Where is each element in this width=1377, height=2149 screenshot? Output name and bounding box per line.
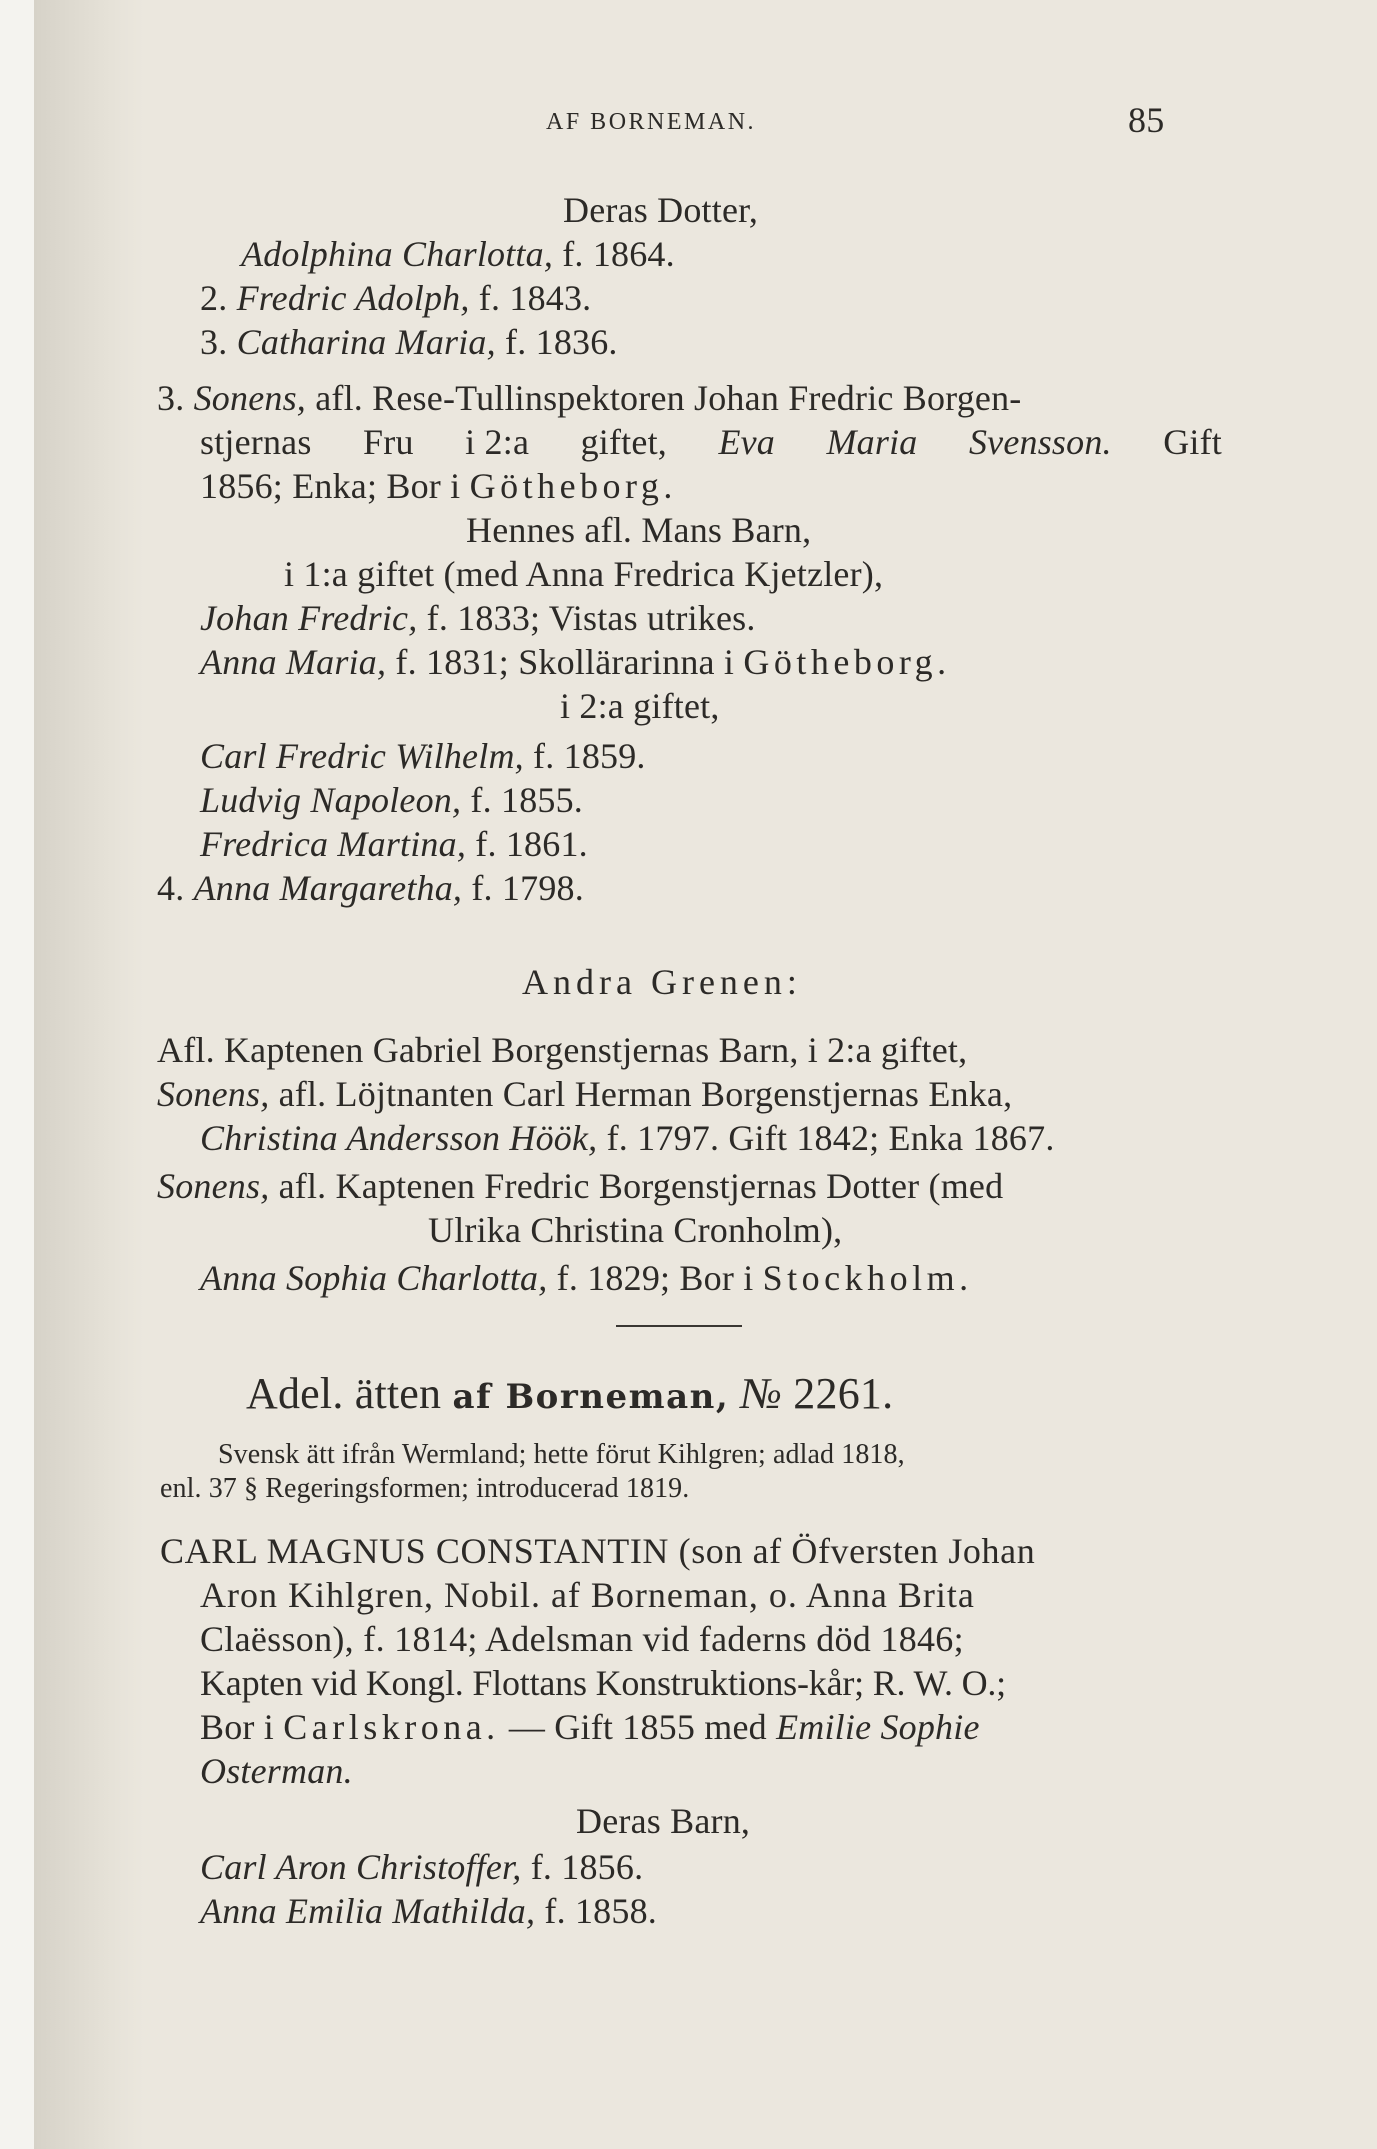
birth-year: f. 1861. [475, 824, 588, 864]
person-name: Anna Sophia Charlotta, [200, 1258, 548, 1298]
person-name: Carl Aron Christoffer, [200, 1847, 522, 1887]
text-line [200, 1845, 643, 1889]
line-text: 1856; Enka; Bor i [200, 466, 461, 506]
birth-year: f. 1864. [562, 234, 675, 274]
list-number: 3. [157, 378, 185, 418]
word: stjernas [200, 422, 312, 462]
person-name: Ludvig Napoleon, [200, 780, 462, 820]
text-line: Afl. Kaptenen Gabriel Borgenstjernas Barn, i 2:a giftet, [157, 1030, 968, 1070]
family-name: af Borneman, [452, 1377, 730, 1417]
person-name: Anna Emilia Mathilda, [200, 1891, 536, 1931]
family-number: 2261. [793, 1369, 894, 1418]
text-line [200, 1256, 973, 1300]
birth-year: f. 1856. [530, 1847, 644, 1887]
place-name: Stockholm. [762, 1258, 973, 1298]
person-name: Anna Margaretha, [193, 868, 463, 908]
text-line: i 2:a giftet, [560, 686, 720, 726]
text-line [157, 1164, 1003, 1208]
person-name: Catharina Maria, [236, 322, 496, 362]
person-name: Johan Fredric, [200, 598, 418, 638]
text-line [200, 464, 677, 508]
person-name: Carl Fredric Wilhelm, [200, 736, 524, 776]
line-text: afl. Kaptenen Fredric Borgenstjernas Dotter (med [278, 1166, 1004, 1206]
word: Gift [1163, 422, 1222, 462]
text-line [200, 640, 951, 684]
word: Eva [718, 422, 776, 462]
place-name: Götheborg. [469, 466, 677, 506]
text-line [200, 420, 1222, 464]
person-name: Adolphina Charlotta, [241, 234, 554, 274]
heading-prefix: Adel. ätten [246, 1369, 442, 1418]
birth-year: f. 1855. [470, 780, 583, 820]
text-line [157, 376, 1022, 420]
text-line [200, 822, 588, 866]
word: giftet, [580, 422, 667, 462]
text-line: Ulrika Christina Cronholm), [428, 1210, 843, 1250]
line-text: f. 1829; Bor i [556, 1258, 754, 1298]
text-line [200, 1116, 1055, 1160]
line-text: f. 1833; Vistas utrikes. [426, 598, 756, 638]
relation-label: Sonens, [193, 378, 306, 418]
text-line [200, 320, 618, 364]
word: i 2:a [465, 422, 530, 462]
family-description: enl. 37 § Regeringsformen; introducerad 1819. [160, 1473, 690, 1504]
list-number: 4. [157, 868, 185, 908]
line-text: — Gift 1855 med [508, 1707, 767, 1747]
birth-year: f. 1798. [471, 868, 584, 908]
word: Maria [826, 422, 918, 462]
text-line: Claësson), f. 1814; Adelsman vid faderns död 1846; [200, 1619, 964, 1659]
text-line: Deras Barn, [576, 1801, 751, 1841]
line-text: afl. Rese-Tullinspektoren Johan Fredric Borgen- [315, 378, 1022, 418]
page-number: 85 [1128, 100, 1165, 140]
list-number: 2. [200, 278, 228, 318]
text-line [157, 866, 584, 910]
line-text: Bor i [200, 1707, 275, 1747]
place-name: Carlskrona. [283, 1707, 500, 1747]
family-description: Svensk ätt ifrån Wermland; hette förut Kihlgren; adlad 1818, [218, 1439, 905, 1470]
number-sign: № [740, 1369, 783, 1418]
relation-label: Sonens, [157, 1074, 270, 1114]
line-text: afl. Löjtnanten Carl Herman Borgenstjernas Enka, [278, 1074, 1013, 1114]
birth-year: f. 1858. [544, 1891, 657, 1931]
person-name: Fredrica Martina, [200, 824, 467, 864]
person-name: Osterman. [200, 1751, 353, 1791]
place-name: Götheborg. [743, 642, 951, 682]
text-line [200, 734, 646, 778]
text-line [200, 596, 756, 640]
text-line [200, 778, 583, 822]
scan-margin [0, 0, 34, 2149]
word: Svensson. [968, 422, 1112, 462]
text-line: CARL MAGNUS CONSTANTIN (son af Öfversten Johan [160, 1531, 1036, 1571]
person-name: Anna Maria, [200, 642, 387, 682]
family-heading [246, 1368, 893, 1423]
text-line [241, 232, 675, 276]
list-number: 3. [200, 322, 228, 362]
text-line [200, 276, 591, 320]
text-line: Kapten vid Kongl. Flottans Konstruktions-kår; R. W. O.; [200, 1663, 1006, 1703]
text-line [200, 1705, 980, 1749]
line-text: f. 1831; Skollärarinna i [395, 642, 735, 682]
section-divider [616, 1325, 742, 1327]
word: Fru [363, 422, 414, 462]
section-subheading: Andra Grenen: [522, 962, 802, 1002]
book-gutter [34, 0, 144, 2149]
birth-year: f. 1843. [478, 278, 592, 318]
text-line [200, 1889, 657, 1933]
text-line: Aron Kihlgren, Nobil. af Borneman, o. Anna Brita [200, 1575, 975, 1615]
person-name: Fredric Adolph, [236, 278, 470, 318]
relation-label: Sonens, [157, 1166, 270, 1206]
text-line: i 1:a giftet (med Anna Fredrica Kjetzler), [284, 554, 884, 594]
text-line [157, 1072, 1012, 1116]
text-line: Hennes afl. Mans Barn, [466, 510, 812, 550]
person-name: Emilie Sophie [776, 1707, 980, 1747]
person-name: Christina Andersson Höök, [200, 1118, 598, 1158]
line-text: f. 1797. Gift 1842; Enka 1867. [606, 1118, 1055, 1158]
birth-year: f. 1836. [505, 322, 618, 362]
birth-year: f. 1859. [533, 736, 646, 776]
text-line: Deras Dotter, [563, 190, 759, 230]
running-head: AF BORNEMAN. [546, 109, 757, 135]
